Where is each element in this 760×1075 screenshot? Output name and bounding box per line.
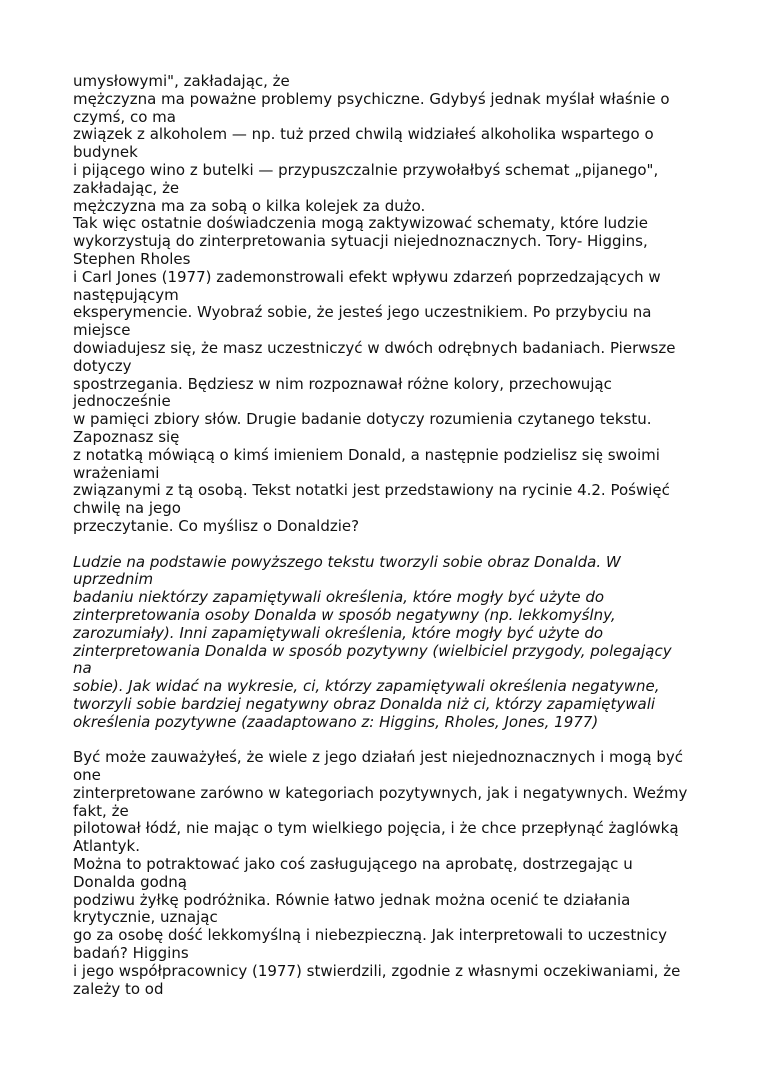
caption-line: zarozumiały). Inni zapamiętywali określenia, które mogły być użyte do (73, 623, 604, 642)
text-line: Być może zauważyłeś, że wiele z jego działań jest niejednoznacznych i mogą być one (73, 748, 683, 785)
text-line: i jego współpracownicy (1977) stwierdzili, zgodnie z własnymi oczekiwaniami, że zależy to od (73, 961, 681, 998)
text-line: zinterpretowane zarówno w kategoriach pozytywnych, jak i negatywnych. Weźmy fakt, że (73, 783, 688, 820)
text-line: wykorzystują do zinterpretowania sytuacji niejednoznacznych. Tory- Higgins, Stephen Rholes (73, 232, 648, 268)
document-page (73, 73, 693, 998)
caption-line: tworzyli sobie bardziej negatywny obraz Donalda niż ci, którzy zapamiętywali (73, 694, 656, 713)
text-line: mężczyzna ma za sobą o kilka kolejek za dużo. (73, 196, 426, 215)
paragraph-intro (73, 73, 693, 536)
text-line: pilotował łódź, nie mając o tym wielkiego pojęcia, i że chce przepłynąć żaglówką Atlantyk. (73, 819, 679, 856)
text-line: związanymi z tą osobą. Tekst notatki jest przedstawiony na rycinie 4.2. Poświęć chwilę na jego (73, 481, 670, 518)
text-line: umysłowymi", zakładając, że (73, 72, 290, 90)
text-line: w pamięci zbiory słów. Drugie badanie dotyczy rozumienia czytanego tekstu. Zapoznasz się (73, 410, 652, 446)
caption-line: sobie). Jak widać na wykresie, ci, którzy zapamiętywali określenia negatywne, (73, 677, 660, 696)
caption-line: Ludzie na podstawie powyższego tekstu tworzyli sobie obraz Donalda. W uprzednim (73, 552, 621, 589)
caption-line: badaniu niektórzy zapamiętywali określenia, które mogły być użyte do (73, 588, 605, 607)
text-line: spostrzegania. Będziesz w nim rozpoznawał różne kolory, przechowując jednocześnie (73, 374, 612, 411)
text-line: Tak więc ostatnie doświadczenia mogą zaktywizować schematy, które ludzie (73, 214, 648, 233)
text-line: eksperymencie. Wyobraź sobie, że jesteś jego uczestnikiem. Po przybyciu na miejsce (73, 303, 652, 340)
text-line: go za osobę dość lekkomyślną i niebezpieczną. Jak interpretowali to uczestnicy badań? Higgins (73, 926, 668, 963)
caption-line: zinterpretowania osoby Donalda w sposób negatywny (np. lekkomyślny, (73, 605, 616, 624)
paragraph-discussion (73, 749, 693, 998)
text-line: przeczytanie. Co myślisz o Donaldzie? (73, 516, 360, 535)
text-line: podziwu żyłkę podróżnika. Równie łatwo jednak można ocenić te działania krytycznie, uznając (73, 890, 631, 927)
text-line: i Carl Jones (1977) zademonstrowali efekt wpływu zdarzeń poprzedzających w następującym (73, 267, 661, 304)
text-line: z notatką mówiącą o kimś imieniem Donald, a następnie podzielisz się swoimi wrażeniami (73, 445, 660, 482)
text-line: dowiadujesz się, że masz uczestniczyć w dwóch odrębnych badaniach. Pierwsze dotyczy (73, 338, 676, 375)
text-line: mężczyzna ma poważne problemy psychiczne. Gdybyś jednak myślał właśnie o czymś, co ma (73, 89, 670, 126)
text-line: i pijącego wino z butelki — przypuszczalnie przywołałbyś schemat „pijanego", zakładając, że (73, 160, 659, 197)
caption-line: zinterpretowania Donalda w sposób pozytywny (wielbiciel przygody, polegający na (73, 641, 672, 678)
caption-line: określenia pozytywne (zaadaptowano z: Higgins, Rholes, Jones, 1977) (73, 712, 599, 731)
text-line: związek z alkoholem — np. tuż przed chwilą widziałeś alkoholika wspartego o budynek (73, 125, 654, 162)
paragraph-spacer (73, 731, 693, 749)
figure-caption (73, 554, 693, 732)
text-line: Można to potraktować jako coś zasługującego na aprobatę, dostrzegając u Donalda godną (73, 855, 633, 891)
paragraph-spacer (73, 536, 693, 554)
